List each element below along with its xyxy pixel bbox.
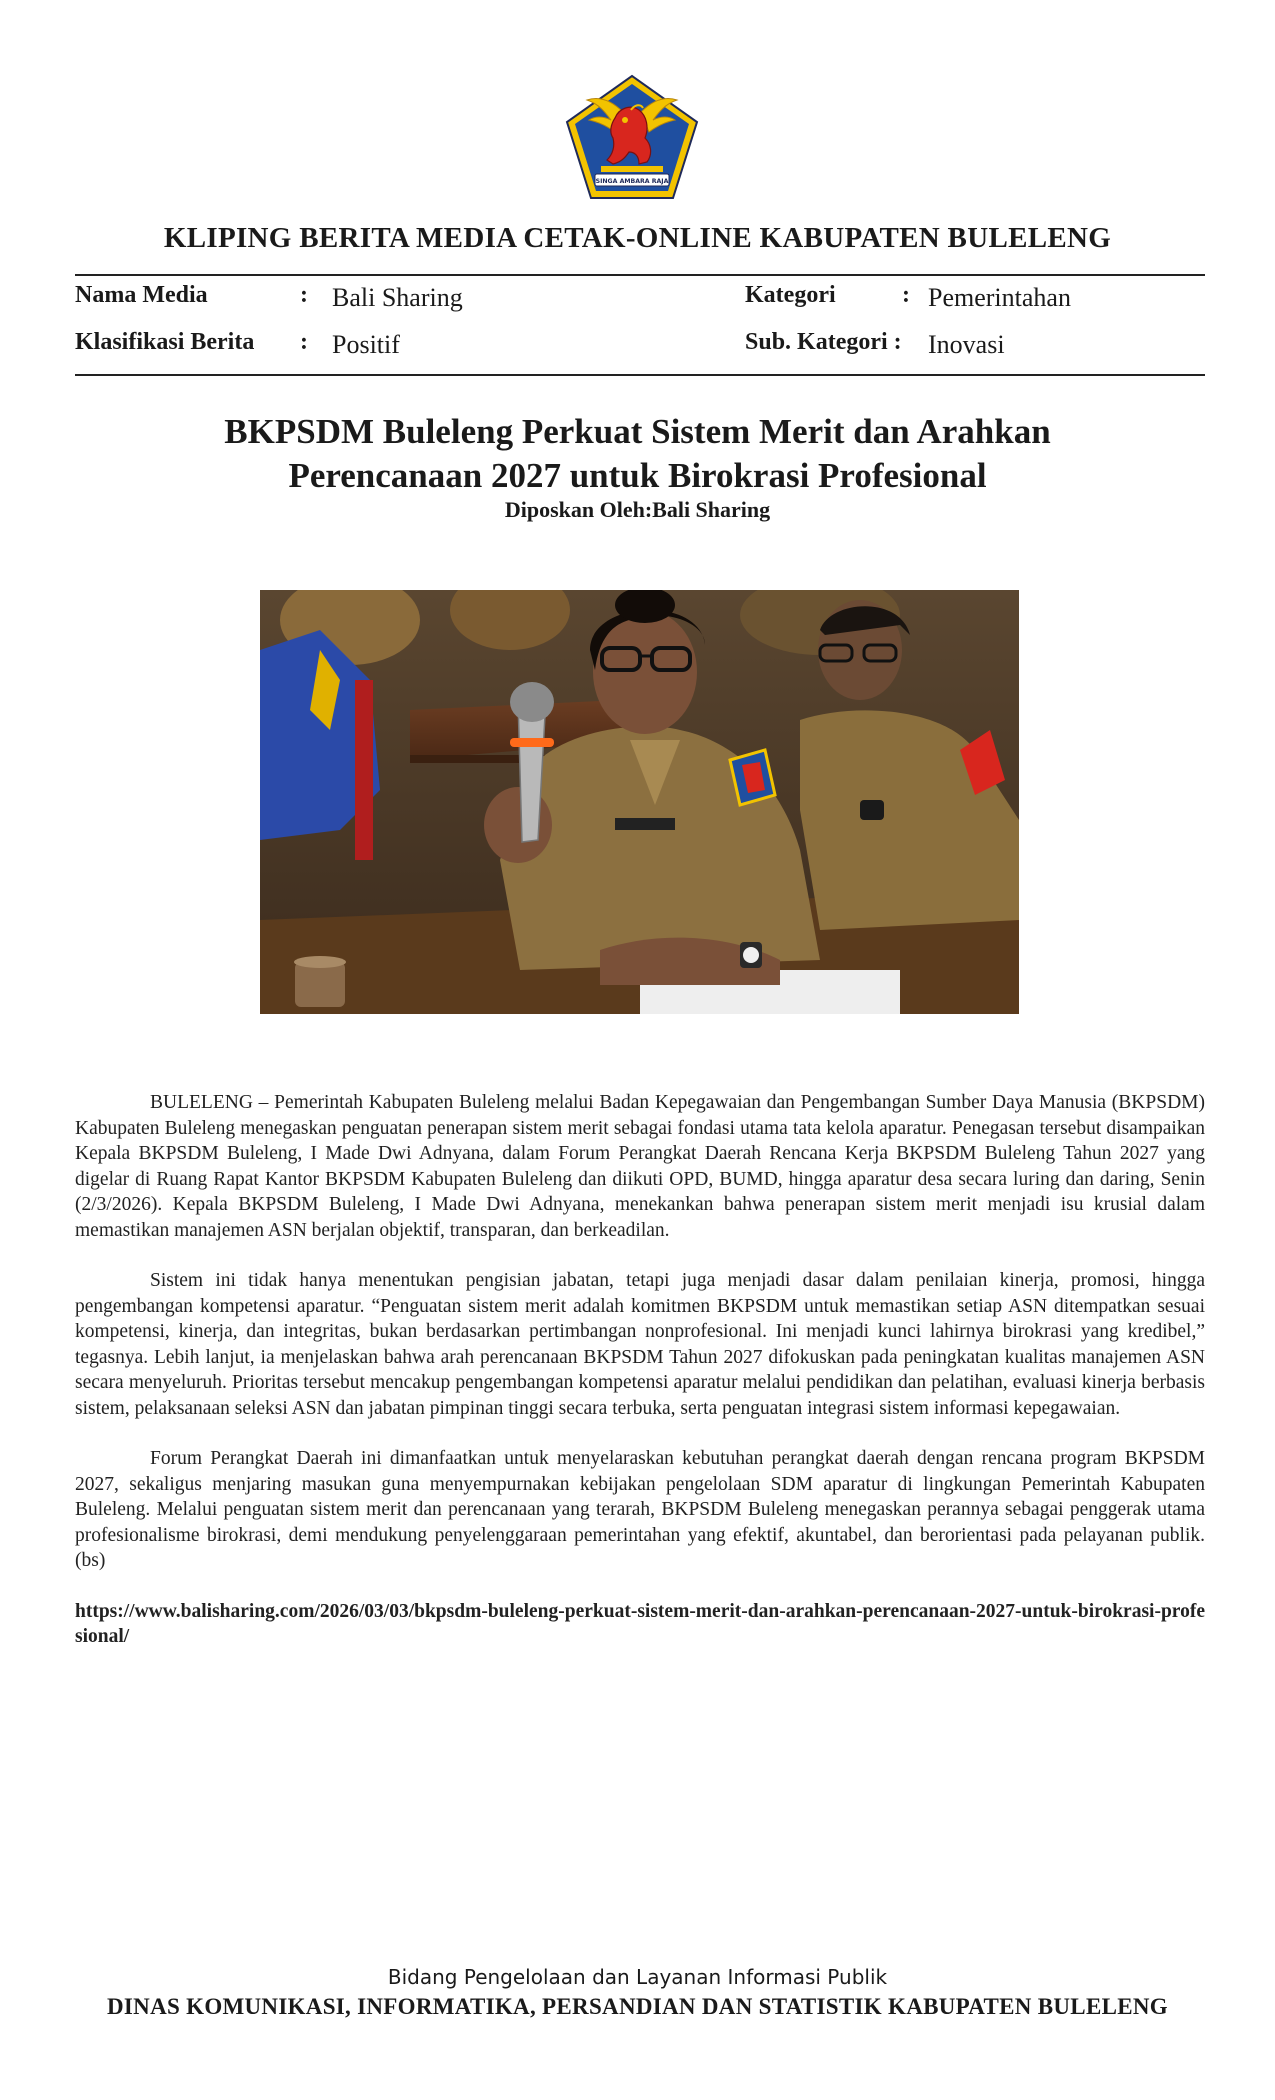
source-url[interactable]: https://www.balisharing.com/2026/03/03/bkpsdm-buleleng-perkuat-sistem-merit-dan-arahkan-perencanaan-2027-untuk-birokrasi-profesional/ [75, 1600, 1206, 1647]
classification-label: Klasifikasi Berita [75, 329, 255, 355]
classification-colon: : [300, 329, 308, 355]
article-headline [0, 410, 1275, 498]
footer-division: Bidang Pengelolaan dan Layanan Informasi Publik [387, 1965, 888, 1989]
article-paragraph: BULELENG – Pemerintah Kabupaten Buleleng melalui Badan Kepegawaian dan Pengembangan Sumber Daya Manusia (BKPSDM) Kabupaten Buleleng menegaskan penguatan penerapan sistem merit sebagai fondasi utama tata kelola aparatur. Penegasan tersebut disampaikan Kepala BKPSDM Buleleng, I Made Dwi Adnyana, dalam Forum Perangkat Daerah Rencana Kerja BKPSDM Buleleng Tahun 2027 yang digelar di Ruang Rapat Kantor BKPSDM Kabupaten Buleleng dan diikuti OPD, BUMD, hingga aparatur desa secara luring dan daring, Senin (2/3/2026). Kepala BKPSDM Buleleng, I Made Dwi Adnyana, menekankan bahwa penerapan sistem merit menjadi isu krusial dalam memastikan manajemen ASN berjalan objektif, transparan, dan berkeadilan. [75, 1092, 1205, 1241]
buleleng-emblem-logo [565, 74, 699, 200]
classification-value: Positif [332, 330, 400, 359]
category-label: Kategori [745, 282, 836, 308]
article-body [75, 1090, 1205, 1675]
footer-agency: DINAS KOMUNIKASI, INFORMATIKA, PERSANDIAN DAN STATISTIK KABUPATEN BULELENG [107, 1994, 1168, 2019]
media-value: Bali Sharing [332, 283, 463, 312]
headline-line-2: Perencanaan 2027 untuk Birokrasi Profesional [288, 456, 987, 495]
header-rule-top [75, 274, 1205, 276]
subcategory-label: Sub. Kategori : [745, 329, 902, 355]
media-colon: : [300, 282, 308, 308]
header-rule-bottom [75, 374, 1205, 376]
article-paragraph: Forum Perangkat Daerah ini dimanfaatkan untuk menyelaraskan kebutuhan perangkat daerah dengan rencana program BKPSDM 2027, sekaligus menjaring masukan guna menyempurnakan kebijakan pengelolaan SDM aparatur di lingkungan Pemerintah Kabupaten Buleleng. Melalui penguatan sistem merit dan perencanaan yang terarah, BKPSDM Buleleng menegaskan perannya sebagai penggerak utama profesionalisme birokrasi, demi mendukung penyelenggaraan pemerintahan yang efektif, akuntabel, dan berorientasi pada pelayanan publik. (bs) [75, 1448, 1205, 1571]
clipping-title: KLIPING BERITA MEDIA CETAK-ONLINE KABUPATEN BULELENG [163, 222, 1112, 254]
article-byline: Diposkan Oleh:Bali Sharing [504, 497, 771, 522]
category-value: Pemerintahan [928, 283, 1071, 312]
category-colon: : [902, 282, 910, 308]
media-label: Nama Media [75, 282, 208, 308]
headline-line-1: BKPSDM Buleleng Perkuat Sistem Merit dan Arahkan [224, 412, 1051, 451]
article-photo [260, 590, 1019, 1014]
subcategory-value: Inovasi [928, 330, 1005, 359]
article-paragraph: Sistem ini tidak hanya menentukan pengisian jabatan, tetapi juga menjadi dasar dalam penilaian kinerja, promosi, hingga pengembangan kompetensi aparatur. “Penguatan sistem merit adalah komitmen BKPSDM untuk memastikan setiap ASN ditempatkan sesuai kompetensi, kinerja, dan integritas, bukan berdasarkan pertimbangan nonprofesional. Ini menjadi kunci lahirnya birokrasi yang kredibel,” tegasnya. Lebih lanjut, ia menjelaskan bahwa arah perencanaan BKPSDM Tahun 2027 difokuskan pada peningkatan kualitas manajemen ASN secara menyeluruh. Prioritas tersebut mencakup pengembangan kompetensi aparatur melalui pendidikan dan pelatihan, evaluasi kinerja berbasis sistem, pelaksanaan seleksi ASN dan jabatan pimpinan tinggi secara terbuka, serta penguatan integrasi sistem informasi kepegawaian. [75, 1270, 1205, 1419]
logo-motto-text: SINGA AMBARA RAJA [595, 178, 669, 185]
